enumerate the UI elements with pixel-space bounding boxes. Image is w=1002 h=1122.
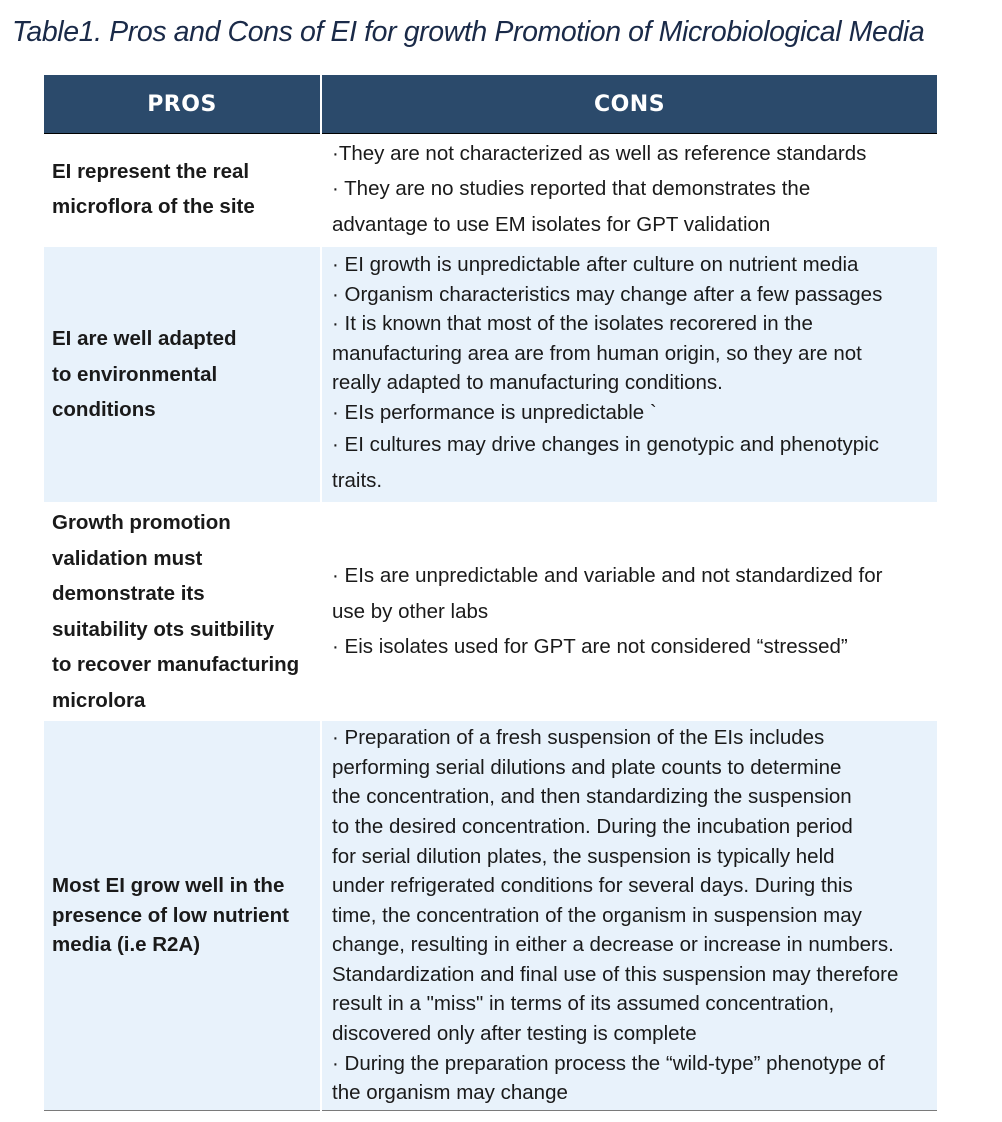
pros-line: conditions — [52, 398, 156, 422]
table-header-row — [44, 75, 937, 134]
table-row — [44, 246, 937, 504]
cons-line: the organism may change — [332, 1081, 568, 1105]
table-row — [44, 134, 937, 246]
cons-line: change, resulting in either a decrease or increase in numbers. — [332, 933, 894, 957]
cons-line: time, the concentration of the organism in suspension may — [332, 903, 862, 927]
cons-line: performing serial dilutions and plate counts to determine — [332, 755, 842, 779]
cons-line: · It is known that most of the isolates recorered in the — [332, 312, 813, 335]
cons-line: the concentration, and then standardizing the suspension — [332, 785, 852, 809]
cons-line: Standardization and final use of this suspension may therefore — [332, 962, 899, 986]
cons-line: ·They are not characterized as well as reference standards — [332, 141, 867, 165]
pros-line: EI are well adapted — [52, 327, 237, 351]
cons-line: · EI cultures may drive changes in genotypic and phenotypic — [332, 433, 879, 456]
cons-line: use by other labs — [332, 599, 489, 623]
cons-line: · EIs performance is unpredictable ` — [332, 400, 657, 424]
cons-line: manufacturing area are from human origin, so they are not — [332, 341, 862, 365]
pros-column-header: PROS — [44, 75, 321, 134]
pros-line: presence of low nutrient — [52, 903, 289, 927]
cons-line: traits. — [332, 469, 383, 492]
cons-line: advantage to use EM isolates for GPT validation — [332, 212, 771, 236]
pros-line: to recover manufacturing — [52, 653, 300, 676]
table-caption: Table1. Pros and Cons of EI for growth Promotion of Microbiological Media — [12, 16, 925, 48]
cons-line: to the desired concentration. During the incubation period — [332, 814, 853, 838]
pros-line: suitability ots suitbility — [52, 617, 275, 641]
cons-line: · EI growth is unpredictable after culture on nutrient media — [332, 253, 859, 276]
table-row — [44, 720, 937, 1111]
cons-line: really adapted to manufacturing conditions. — [332, 371, 723, 394]
pros-cell — [44, 504, 321, 720]
pros-line: microflora of the site — [52, 195, 255, 218]
cons-line: · EIs are unpredictable and variable and not standardized for — [332, 564, 883, 588]
pros-line: media (i.e R2A) — [52, 933, 201, 957]
pros-line: demonstrate its — [52, 582, 205, 605]
cons-line: discovered only after testing is complete — [332, 1022, 697, 1046]
pros-cell — [44, 246, 321, 504]
cons-cell — [321, 720, 937, 1111]
cons-line: · Preparation of a fresh suspension of the EIs includes — [332, 726, 825, 750]
pros-cell — [44, 720, 321, 1111]
pros-line: validation must — [52, 546, 203, 570]
cons-cell — [321, 134, 937, 246]
pros-line: Growth promotion — [52, 511, 231, 534]
cons-cell — [321, 504, 937, 720]
cons-cell — [321, 246, 937, 504]
cons-column-header: CONS — [321, 75, 937, 134]
cons-line: result in a "miss" in terms of its assumed concentration, — [332, 992, 835, 1016]
cons-line: for serial dilution plates, the suspension is typically held — [332, 844, 835, 868]
cons-line: · Organism characteristics may change after a few passages — [332, 282, 883, 306]
cons-line: · During the preparation process the “wild-type” phenotype of — [332, 1051, 885, 1075]
cons-line: under refrigerated conditions for several days. During this — [332, 874, 853, 898]
pros-line: to environmental — [52, 362, 218, 386]
pros-line: Most EI grow well in the — [52, 874, 285, 898]
cons-line: · They are no studies reported that demonstrates the — [332, 177, 811, 201]
pros-line: microlora — [52, 688, 146, 712]
pros-cons-table — [44, 75, 937, 1111]
pros-line: EI represent the real — [52, 159, 250, 183]
cons-line: · Eis isolates used for GPT are not considered “stressed” — [332, 635, 848, 659]
pros-cell — [44, 134, 321, 246]
table-row — [44, 504, 937, 720]
